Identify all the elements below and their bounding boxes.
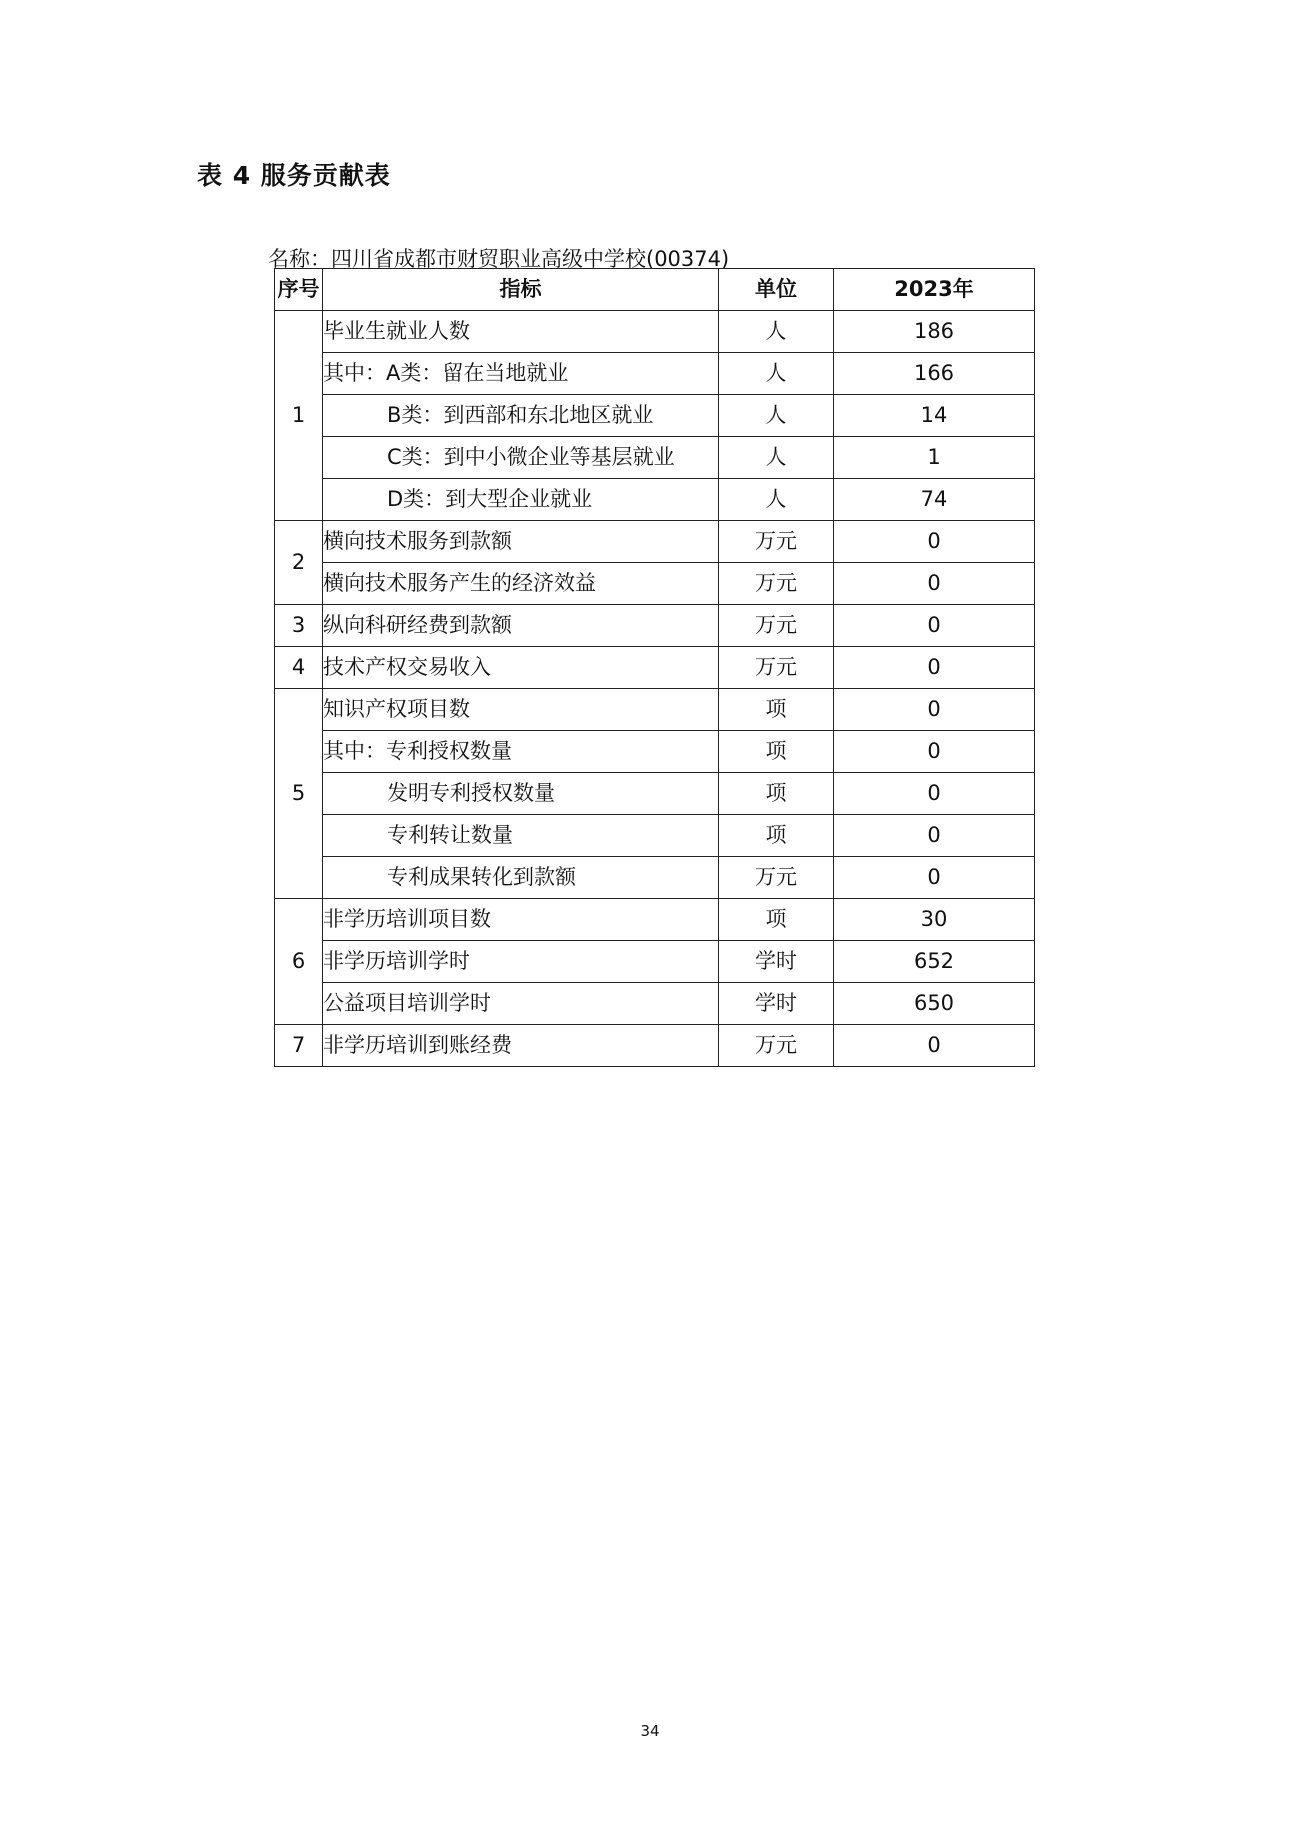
value-cell: 652 (834, 941, 1035, 983)
unit-cell: 人 (719, 311, 834, 353)
indicator-cell: 非学历培训学时 (323, 941, 719, 983)
unit-cell: 人 (719, 395, 834, 437)
unit-cell: 万元 (719, 563, 834, 605)
value-cell: 0 (834, 815, 1035, 857)
indicator-cell: 纵向科研经费到款额 (323, 605, 719, 647)
seq-cell: 4 (275, 647, 323, 689)
value-cell: 166 (834, 353, 1035, 395)
table-row (275, 353, 1035, 395)
unit-cell: 万元 (719, 857, 834, 899)
unit-cell: 万元 (719, 647, 834, 689)
seq-cell: 2 (275, 521, 323, 605)
unit-cell: 人 (719, 479, 834, 521)
table-row (275, 941, 1035, 983)
table-row (275, 815, 1035, 857)
table-row (275, 647, 1035, 689)
table-row (275, 563, 1035, 605)
value-cell: 1 (834, 437, 1035, 479)
table-row (275, 479, 1035, 521)
indicator-cell: 专利成果转化到款额 (323, 857, 719, 899)
indicator-cell: D类：到大型企业就业 (323, 479, 719, 521)
value-cell: 0 (834, 773, 1035, 815)
indicator-cell: 公益项目培训学时 (323, 983, 719, 1025)
seq-cell: 1 (275, 311, 323, 521)
page-number: 34 (640, 1722, 660, 1740)
seq-cell: 6 (275, 899, 323, 1025)
value-cell: 30 (834, 899, 1035, 941)
indicator-cell: 其中：专利授权数量 (323, 731, 719, 773)
indicator-cell: 横向技术服务产生的经济效益 (323, 563, 719, 605)
table-row (275, 311, 1035, 353)
value-cell: 0 (834, 563, 1035, 605)
seq-cell: 3 (275, 605, 323, 647)
indicator-cell: 毕业生就业人数 (323, 311, 719, 353)
header-year: 2023年 (834, 269, 1035, 311)
table-header-row (275, 269, 1035, 311)
table-row (275, 1025, 1035, 1067)
value-cell: 0 (834, 731, 1035, 773)
seq-cell: 7 (275, 1025, 323, 1067)
value-cell: 14 (834, 395, 1035, 437)
header-indicator: 指标 (323, 269, 719, 311)
unit-cell: 学时 (719, 983, 834, 1025)
indicator-cell: 技术产权交易收入 (323, 647, 719, 689)
indicator-cell: 非学历培训到账经费 (323, 1025, 719, 1067)
organization-label: 名称：四川省成都市财贸职业高级中学校(00374) (268, 247, 730, 271)
header-seq: 序号 (275, 269, 323, 311)
value-cell: 0 (834, 857, 1035, 899)
unit-cell: 万元 (719, 521, 834, 563)
page-title: 表 4 服务贡献表 (197, 161, 391, 190)
unit-cell: 万元 (719, 1025, 834, 1067)
table-row (275, 395, 1035, 437)
unit-cell: 项 (719, 773, 834, 815)
unit-cell: 项 (719, 689, 834, 731)
table-row (275, 521, 1035, 563)
table-row (275, 773, 1035, 815)
value-cell: 186 (834, 311, 1035, 353)
unit-cell: 万元 (719, 605, 834, 647)
unit-cell: 人 (719, 353, 834, 395)
unit-cell: 学时 (719, 941, 834, 983)
unit-cell: 项 (719, 731, 834, 773)
indicator-cell: 非学历培训项目数 (323, 899, 719, 941)
indicator-cell: 横向技术服务到款额 (323, 521, 719, 563)
value-cell: 0 (834, 1025, 1035, 1067)
table-row (275, 605, 1035, 647)
table-row (275, 689, 1035, 731)
unit-cell: 人 (719, 437, 834, 479)
table-row (275, 899, 1035, 941)
value-cell: 74 (834, 479, 1035, 521)
header-unit: 单位 (719, 269, 834, 311)
value-cell: 650 (834, 983, 1035, 1025)
indicator-cell: B类：到西部和东北地区就业 (323, 395, 719, 437)
service-contribution-table (274, 268, 1035, 1067)
indicator-cell: 其中：A类：留在当地就业 (323, 353, 719, 395)
table-row (275, 731, 1035, 773)
indicator-cell: 专利转让数量 (323, 815, 719, 857)
table-row (275, 857, 1035, 899)
indicator-cell: 发明专利授权数量 (323, 773, 719, 815)
value-cell: 0 (834, 689, 1035, 731)
unit-cell: 项 (719, 899, 834, 941)
value-cell: 0 (834, 605, 1035, 647)
value-cell: 0 (834, 647, 1035, 689)
table-row (275, 437, 1035, 479)
indicator-cell: 知识产权项目数 (323, 689, 719, 731)
unit-cell: 项 (719, 815, 834, 857)
table-row (275, 983, 1035, 1025)
indicator-cell: C类：到中小微企业等基层就业 (323, 437, 719, 479)
value-cell: 0 (834, 521, 1035, 563)
seq-cell: 5 (275, 689, 323, 899)
